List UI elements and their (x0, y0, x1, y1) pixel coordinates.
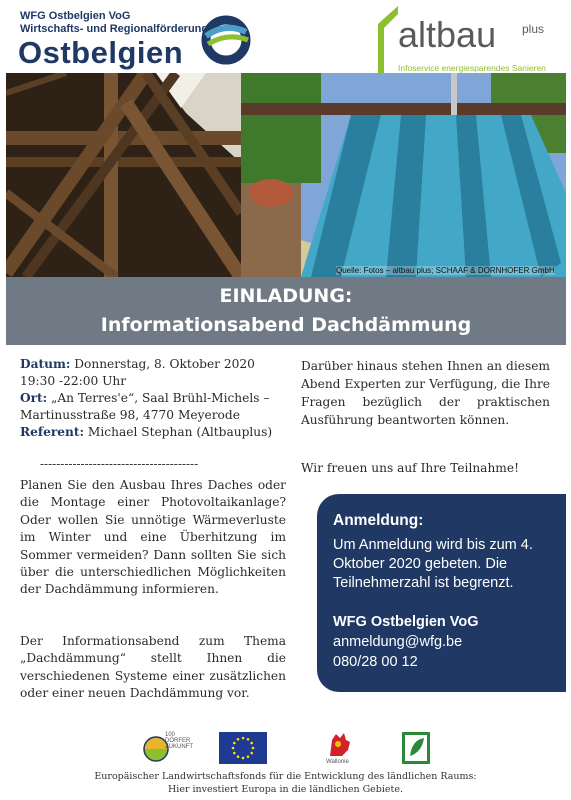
registration-email[interactable]: anmeldung@wfg.be (333, 634, 463, 650)
registration-phone[interactable]: 080/28 00 12 (333, 654, 418, 670)
registration-line-3: Teilnehmerzahl ist begrenzt. (333, 575, 514, 591)
photo-roof-insulation (241, 73, 566, 277)
separator-line: --------------------------------------- (40, 457, 199, 471)
registration-line-1: Um Anmeldung wird bis zum 4. (333, 537, 533, 553)
paragraph-intro: Planen Sie den Ausbau Ihres Daches oder die Montage einer Photovoltaikanlage? Oder wollen Sie unnötige Wärmeverluste im Winter und eine Überhitzung im Sommer vermeiden? Dann sollten Sie sich über die unterschiedlichen Möglichkeiten der Dachdämmung informieren. (20, 478, 286, 597)
title-invitation: EINLADUNG: (219, 285, 353, 307)
date-label: Datum: (20, 357, 71, 371)
photo-credit: Quelle: Fotos – altbau plus; SCHAAF & DORNHOFER GmbH (336, 266, 555, 275)
registration-box (317, 494, 566, 692)
paragraph-description: Der Informationsabend zum Thema „Dachdämmung“ stellt Ihnen die verschiedenen Systeme einer zusätzlichen oder einer neuen Dachdämmung vor. (20, 634, 286, 701)
wfg-wordmark: Ostbelgien (18, 35, 184, 70)
footer-line-2: Hier investiert Europa in die ländlichen Gebiete. (168, 784, 403, 795)
logo-100-doerfer-text: 100 DÖRFER ZUKUNFT (165, 732, 193, 750)
speaker-label: Referent: (20, 425, 85, 439)
closing-line: Wir freuen uns auf Ihre Teilnahme! (301, 461, 519, 475)
date-row (20, 356, 255, 373)
wfg-org-name: WFG Ostbelgien VoG (20, 10, 131, 22)
wfg-logo (8, 4, 258, 74)
logo-100-doerfer (143, 730, 191, 766)
registration-heading: Anmeldung: (333, 512, 424, 529)
eu-stars-icon (219, 732, 267, 764)
wfg-swoosh-icon (200, 14, 252, 66)
place-label: Ort: (20, 391, 48, 405)
speaker-row (20, 424, 272, 441)
paragraph-experts: Darüber hinaus stehen Ihnen an diesem Abend Experten zur Verfügung, die Ihre Fragen bezüglich der praktischen Ausführung beantworten können. (301, 359, 550, 427)
wallonie-text: Wallonie (326, 759, 349, 765)
place-row (20, 390, 269, 407)
eu-flag-logo (219, 732, 267, 764)
time-value: 19:30 -22:00 Uhr (20, 374, 127, 388)
title-event-name: Informationsabend Dachdämmung (100, 314, 472, 336)
registration-line-2: Oktober 2020 gebeten. Die (333, 556, 508, 572)
altbau-wordmark: altbau (398, 14, 497, 55)
footer-line-1: Europäischer Landwirtschaftsfonds für die Entwicklung des ländlichen Raums: (94, 771, 477, 782)
registration-org: WFG Ostbelgien VoG (333, 614, 479, 630)
wfg-org-subtitle: Wirtschafts- und Regionalförderung (20, 23, 209, 35)
address-value: Martinusstraße 98, 4770 Meyerode (20, 408, 240, 422)
altbauplus-logo (372, 4, 566, 76)
speaker-value: Michael Stephan (Altbauplus) (87, 425, 273, 439)
rooster-icon (320, 730, 358, 760)
altbau-subtitle: Infoservice energiesparendes Sanieren (398, 63, 546, 73)
date-value: Donnerstag, 8. Oktober 2020 (74, 357, 255, 371)
altbau-plus-mark: plus (522, 22, 545, 36)
leader-logo (402, 732, 430, 764)
wallonie-logo (320, 730, 358, 768)
place-value: „An Terres'e“, Saal Brühl-Michels – (51, 391, 270, 405)
leaf-icon (402, 732, 430, 764)
photo-roof-beams (6, 73, 241, 277)
